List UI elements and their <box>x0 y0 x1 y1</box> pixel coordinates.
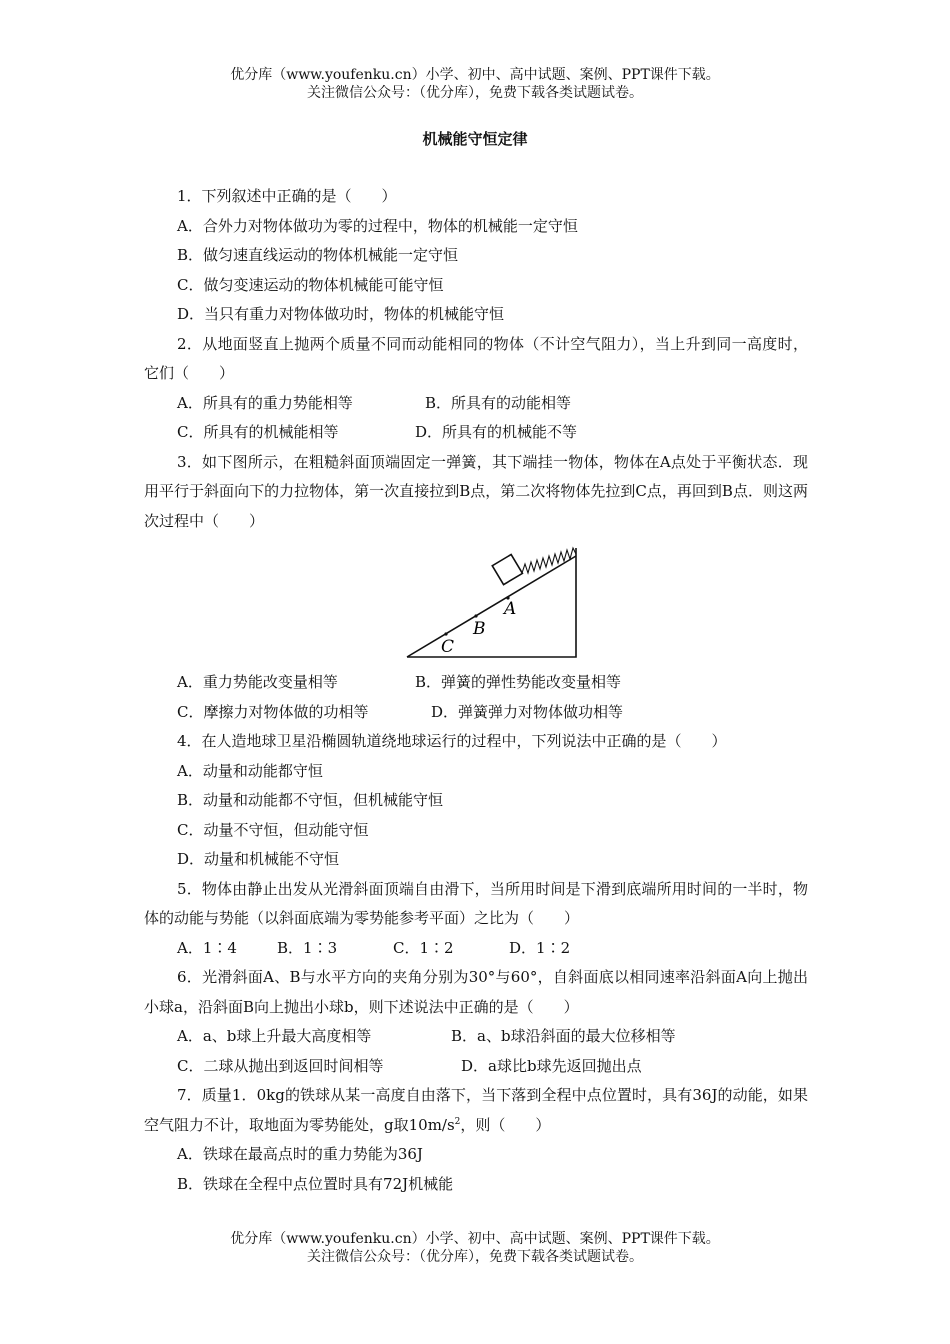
question-6-option-a: A．a、b球上升最大高度相等 <box>177 1027 372 1045</box>
question-5-option-b: B．1∶3 <box>277 938 338 957</box>
question-4-option-b: B．动量和动能都不守恒，但机械能守恒 <box>177 791 444 809</box>
footer-line-1: 优分库（www.youfenku.cn）小学、初中、高中试题、案例、PPT课件下载。 <box>230 1231 720 1247</box>
question-3-option-b: B．弹簧的弹性势能改变量相等 <box>415 673 622 691</box>
question-7-stem-text: 7．质量1．0kg的铁球从某一高度自由落下，当下落到全程中点位置时，具有36J的动能，如果空气阻力不计，取地面为零势能处，g取10m/s <box>144 1086 808 1134</box>
question-3-options-row-2 <box>144 698 808 728</box>
question-4-option-d: D．动量和机械能不守恒 <box>177 850 340 868</box>
question-4-stem: 4．在人造地球卫星沿椭圆轨道绕地球运行的过程中，下列说法中正确的是（ ） <box>177 732 727 750</box>
question-3-option-a: A．重力势能改变量相等 <box>177 673 338 691</box>
label-a: A <box>504 599 517 619</box>
incline-spring-figure <box>144 538 808 668</box>
question-4-option-c: C．动量不守恒，但动能守恒 <box>177 820 369 839</box>
page-header <box>0 66 950 102</box>
question-6-option-b: B．a、b球沿斜面的最大位移相等 <box>451 1027 676 1045</box>
question-2-options-row-2 <box>144 418 808 448</box>
question-1-stem: 1．下列叙述中正确的是（ ） <box>177 187 397 205</box>
question-1-option-a: A．合外力对物体做功为零的过程中，物体的机械能一定守恒 <box>177 216 578 235</box>
label-b: B <box>473 619 486 639</box>
question-2-stem: 2．从地面竖直上抛两个质量不同而动能相同的物体（不计空气阻力），当上升到同一高度时，它们（ ） <box>144 334 808 382</box>
question-3-options-row-1 <box>144 668 808 698</box>
question-2-option-c: C．所具有的机械能相等 <box>177 423 339 441</box>
question-5-option-a: A．1∶4 <box>177 938 237 957</box>
question-1-option-c: C．做匀变速运动的物体机械能可能守恒 <box>177 275 444 294</box>
question-6-stem: 6．光滑斜面A、B与水平方向的夹角分别为30°与60°，自斜面底以相同速率沿斜面A向上抛出小球a，沿斜面B向上抛出小球b，则下述说法中正确的是（ ） <box>144 968 808 1016</box>
block <box>492 554 522 584</box>
question-3-option-d: D．弹簧弹力对物体做功相等 <box>431 702 624 721</box>
question-6-option-d: D．a球比b球先返回抛出点 <box>461 1056 642 1075</box>
point-b-dot <box>474 614 477 617</box>
incline-surface <box>407 556 576 657</box>
question-6-options-row-2 <box>144 1052 808 1082</box>
question-7-option-a: A．铁球在最高点时的重力势能为36J <box>177 1145 423 1163</box>
question-2-option-a: A．所具有的重力势能相等 <box>177 393 353 412</box>
question-5-option-c: C．1∶2 <box>393 938 454 957</box>
document-body <box>144 182 808 1199</box>
question-7-option-b: B．铁球在全程中点位置时具有72J机械能 <box>177 1174 454 1193</box>
header-line-1: 优分库（www.youfenku.cn）小学、初中、高中试题、案例、PPT课件下载。 <box>230 67 720 83</box>
question-4-option-a: A．动量和动能都守恒 <box>177 761 323 780</box>
document-title: 机械能守恒定律 <box>422 130 528 148</box>
question-7-superscript: 2 <box>454 1116 461 1127</box>
incline-base-and-wall <box>407 548 576 657</box>
question-2-options-row-1 <box>144 389 808 419</box>
question-7-stem <box>144 1081 808 1140</box>
question-2-option-d: D．所具有的机械能不等 <box>415 423 578 441</box>
question-6-options-row-1 <box>144 1022 808 1052</box>
question-3-stem: 3．如下图所示，在粗糙斜面顶端固定一弹簧，其下端挂一物体，物体在A点处于平衡状态．现用平行于斜面向下的力拉物体，第一次直接拉到B点，第二次将物体先拉到C点，再回到B点．则这两次过程中（ ） <box>144 452 808 530</box>
question-7-stem-tail: ，则（ ） <box>460 1115 551 1134</box>
question-6-option-c: C．二球从抛出到返回时间相等 <box>177 1056 384 1075</box>
page-footer <box>0 1230 950 1266</box>
point-c-dot <box>444 632 447 635</box>
incline-diagram <box>401 542 579 664</box>
footer-line-2: 关注微信公众号：（优分库），免费下载各类试题试卷。 <box>307 1249 643 1265</box>
question-5-options-row <box>144 934 808 964</box>
question-3-option-c: C．摩擦力对物体做的功相等 <box>177 702 369 721</box>
label-c: C <box>441 637 455 657</box>
question-5-option-d: D．1∶2 <box>509 938 571 957</box>
header-line-2: 关注微信公众号：（优分库），免费下载各类试题试卷。 <box>307 85 643 101</box>
question-1-option-d: D．当只有重力对物体做功时，物体的机械能守恒 <box>177 305 505 323</box>
question-2-option-b: B．所具有的动能相等 <box>425 393 572 412</box>
question-1-option-b: B．做匀速直线运动的物体机械能一定守恒 <box>177 246 459 264</box>
question-5-stem: 5．物体由静止出发从光滑斜面顶端自由滑下，当所用时间是下滑到底端所用时间的一半时，物体的动能与势能（以斜面底端为零势能参考平面）之比为（ ） <box>144 879 808 927</box>
